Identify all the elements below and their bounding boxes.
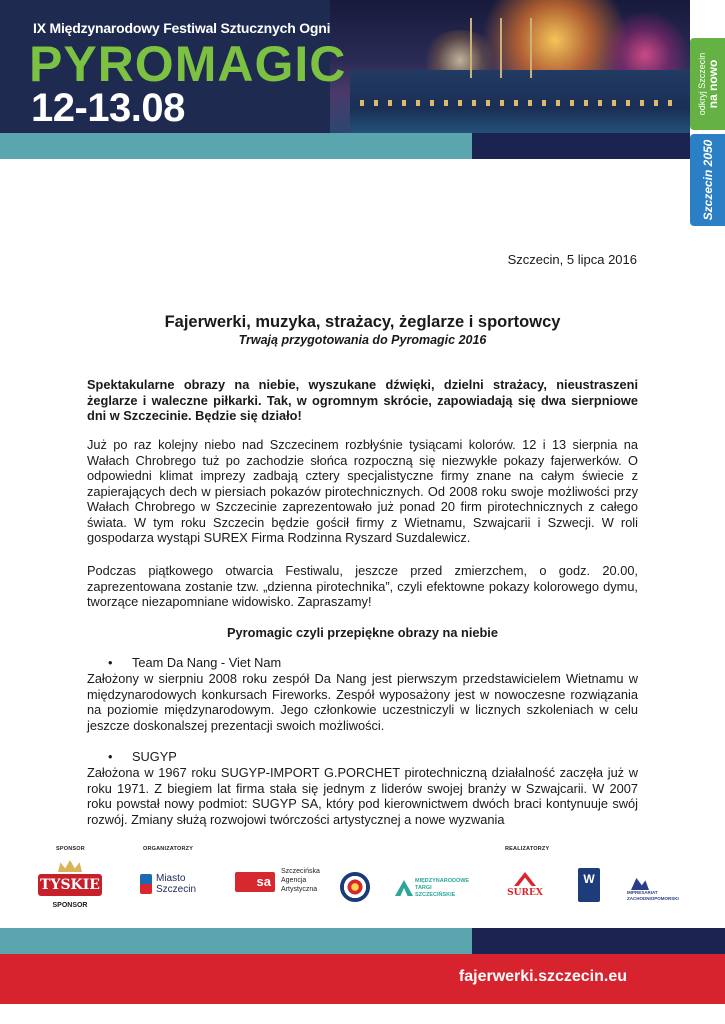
surex-logo [504,872,546,900]
footer-website-link[interactable]: fajerwerki.szczecin.eu [458,968,627,985]
crown-icon [58,860,82,872]
body-paragraph: Już po raz kolejny niebo nad Szczecinem rozbłyśnie tysiącami kolorów. 12 i 13 sierpnia na Wałach Chrobrego tuż po zachodzie słońca rozpoczną się niezwykłe pokazy fajerwerków. O odpowiedni klimat imprezy zadbają cztery specjalistyczne firmy znane na całym świecie z zapierających dech w piersiach pokazów pirotechnicznych. Od 2008 roku swoje możliwości przy Wałach Chrobrego w Szczecinie zaprezentowało już ponad 20 firm pirotechnicznych z całego świata. W tym roku Szczecin będzie gościł firmy z Wietnamu, Szwajcarii i Szwecji. W roli gospodarza wystąpi SUREX Firma Rodzinna Ryszard Suzdalewicz. [87,437,638,545]
body-paragraph: Założony w sierpniu 2008 roku zespół Da Nang jest pierwszym przedstawicielem Wietnamu w międzynarodowych konkursach Fireworks. Zespół wyposażony jest w nowoczesne rozwiązania na poziomie międzynarodowym. Jego członkowie uczestniczyli w licznych szkoleniach w celu jeszcze doskonalszej prezentacji swoich możliwości. [87,671,638,733]
tyskie-logo [38,860,102,916]
list-item [108,749,177,765]
page-subtitle: Trwają przygotowania do Pyromagic 2016 [238,333,487,347]
miasto-line1: Miasto [156,873,186,884]
tab-label: Szczecin 2050 [700,139,715,221]
mts-line3: SZCZECIŃSKIE [415,892,456,898]
bullet-icon: • [108,749,113,764]
header-banner [0,0,690,133]
page-title: Fajerwerki, muzyka, strażacy, żeglarze i sportowcy [164,313,561,331]
ssa-line3: Artystyczna [281,886,318,893]
organizers-label: ORGANIZATORZY [143,846,194,852]
szczecinska-agencja-logo [235,866,335,898]
city-mark-icon [140,874,152,894]
mts-mark-icon [395,880,413,896]
list-item-label: SUGYP [132,749,177,764]
ship-mast [530,18,532,78]
header-stripe-teal [0,133,472,159]
tab-line1: odkryj Szczecin [696,52,707,116]
mts-line2: TARGI [415,885,432,891]
event-dates: 12-13.08 [31,86,185,130]
lead-paragraph: Spektakularne obrazy na niebie, wyszukane dźwięki, dzielni strażacy, nieustraszeni żeglarze i waleczne piłkarki. Tak, w ogromnym skrócie, zapowiadają się dwa sierpniowe dni w Szczecinie. Będzie się działo! [87,377,638,423]
miasto-line2: Szczecin [156,884,197,895]
szczecin-2050-tab[interactable] [690,134,725,226]
impresariat-logo [627,878,687,902]
impresariat-line2: ZACHODNIOPOMORSKI [627,896,679,901]
list-item [108,655,281,671]
mts-text [415,878,469,899]
footer-stripe-teal [0,928,472,954]
ssa-line2: Agencja [281,877,307,884]
ship-mast [470,18,472,78]
miasto-szczecin-logo [140,872,220,898]
ssa-text [281,867,320,894]
event-name: PYROMAGIC [29,36,347,92]
letter-date: Szczecin, 5 lipca 2016 [507,252,637,267]
bullet-icon: • [108,655,113,670]
body-paragraph: Podczas piątkowego otwarcia Festiwalu, jeszcze przed zmierzchem, o godz. 20.00, zaprezentowana zostanie tzw. „dzienna pirotechnika”, czyli efektowne pokazy kolorowego dymu, tworzące niezapomniane widowisko. Zapraszamy! [87,563,638,609]
list-item-label: Team Da Nang - Viet Nam [132,655,282,670]
surex-wordmark: SUREX [507,888,543,898]
section-heading: Pyromagic czyli przepiękne obrazy na niebie [227,625,498,640]
wafer-logo [578,868,600,902]
body-paragraph: Założona w 1967 roku SUGYP-IMPORT G.PORCHET pirotechniczną działalność zaczęła już w roku 1971. Z biegiem lat firma stała się jednym z liderów swojej branży w Szwajcarii. W 2007 roku powstał nowy podmiot: SUGYP SA, który pod kierownictwem dwóch braci kontynuuje swój rozwój. Zmiany służą rozwojowi twórczości artystycznej a nowe wyzwania [87,765,638,827]
ship-mast [500,18,502,78]
tyskie-wordmark: TYSKIE [38,874,102,896]
miasto-text [156,873,196,895]
harbor-lights [360,100,680,106]
impresariat-text [627,890,679,902]
tab-line2: na nowo [705,59,720,109]
tyskie-sub: SPONSOR [52,902,88,909]
footer-stripe-navy [472,928,725,954]
festival-title: IX Międzynarodowy Festiwal Sztucznych Ogni [33,20,331,36]
wafer-mark: W [583,872,595,886]
impresariat-mark-icon [631,878,649,890]
surex-mark-icon [514,872,536,886]
realizers-label: REALIZATORZY [505,846,550,852]
fire-brigade-emblem-icon [340,872,370,902]
impresariat-line1: IMPRESARIAT [627,890,658,895]
header-stripe-navy [472,133,690,159]
mts-line1: MIĘDZYNARODOWE [415,878,470,884]
sponsor-label: SPONSOR [56,846,85,852]
mts-logo [395,878,475,900]
ssa-line1: Szczecińska [281,868,320,875]
ssa-mark-icon: sa [235,872,275,892]
odkryj-szczecin-tab[interactable] [690,38,725,130]
